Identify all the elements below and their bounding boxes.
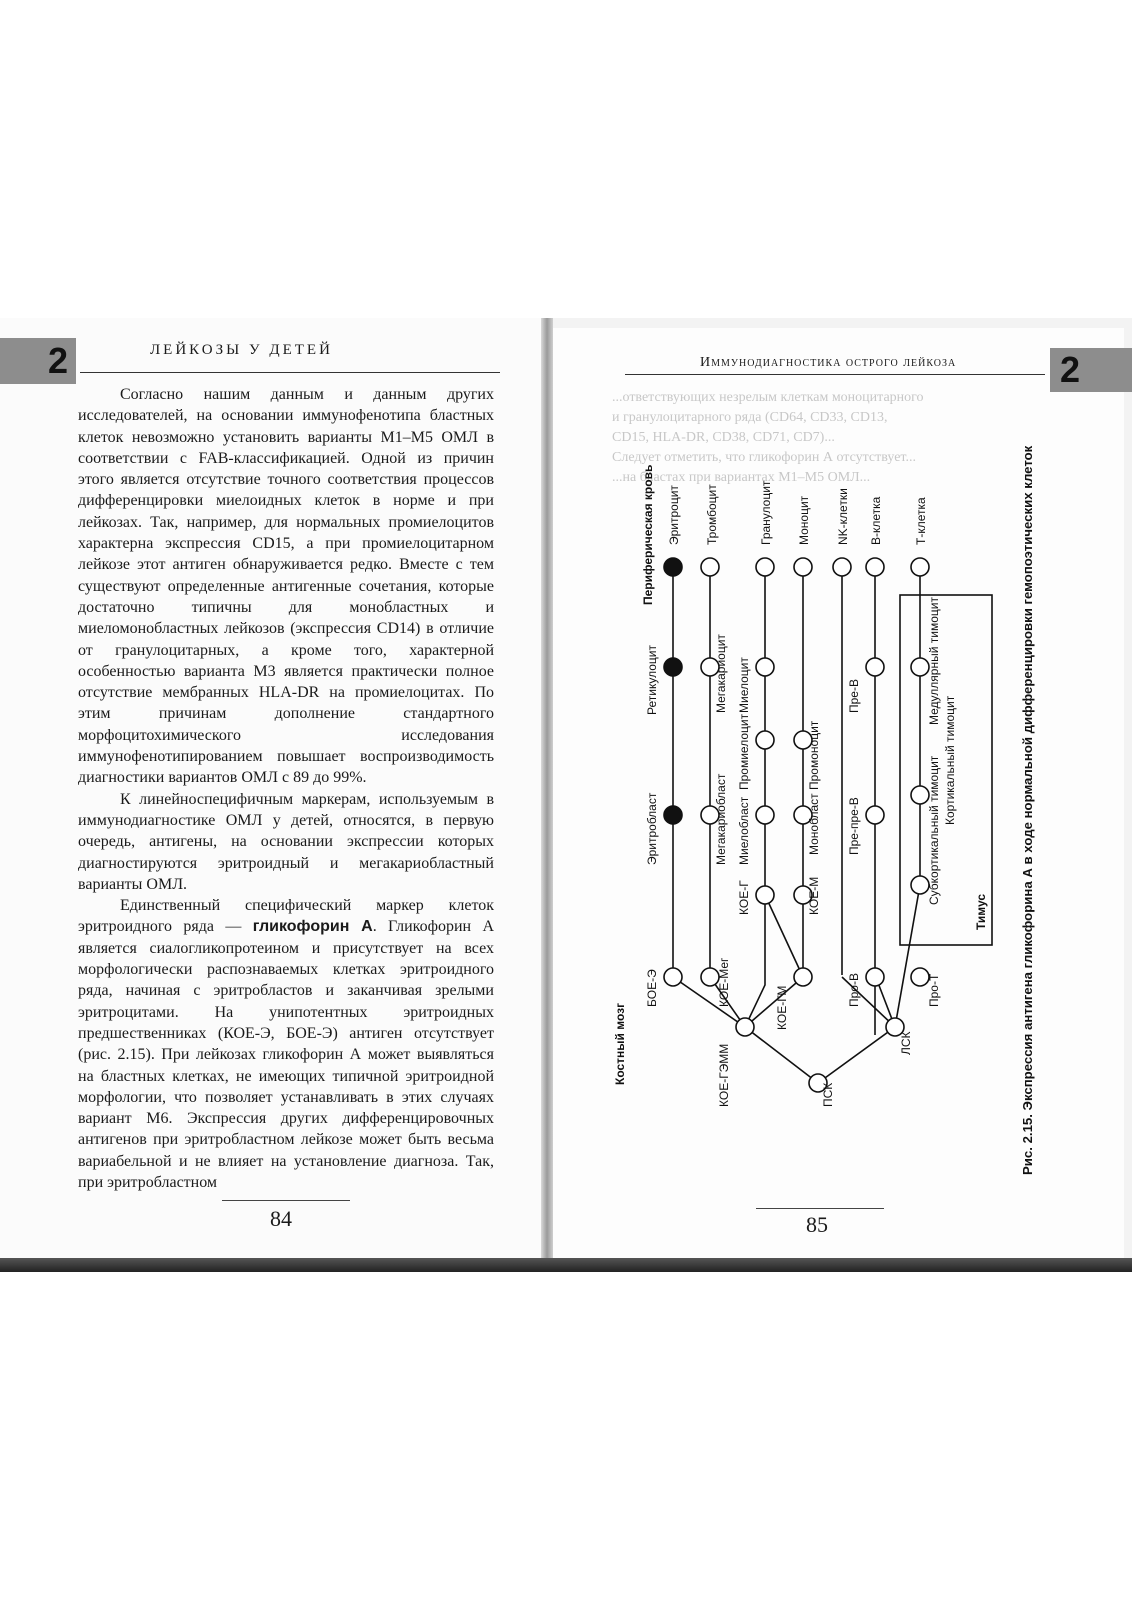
node-myelocyte — [756, 658, 774, 676]
label-promonocyte: Промоноцит — [807, 720, 821, 790]
node-boe-e — [664, 968, 682, 986]
label-myeloblast: Миелобласт — [737, 796, 751, 865]
node-pro-b — [866, 968, 884, 986]
label-psk: ПСК — [821, 1082, 835, 1107]
page-number-left: 84 — [270, 1206, 292, 1231]
label-reticulocyte: Ретикулоцит — [645, 645, 659, 715]
label-koe-gemm: КОЕ-ГЭММ — [717, 1043, 731, 1107]
chapter-tab-left: 2 — [0, 338, 76, 384]
running-head-right: Иммунодиагностика острого лейкоза — [700, 355, 957, 370]
label-cortical-thymocyte: Кортикальный тимоцит — [943, 695, 957, 825]
label-koe-gm: КОЕ-ГМ — [775, 985, 789, 1030]
node-erythroblast — [664, 806, 682, 824]
paragraph-1: Согласно нашим данным и данным других исследователей, на основании иммунофенотипа бластных клеток невозможно установить варианты М1–М5 ОМЛ в соответствии с FAB-классификацией. Одной из причин этого является отсутствие точного соответствия процессов дифференцировки миелоидных клеток в норме и при лейкозах. Так, например, для нормальных промиелоцитов характерна экспрессия CD15, а при промиелоцитарном лейкозе этот антиген обнаруживается редко. Вместе с тем существуют определенные антигенные сочетания, которые достаточно типичны для монобластных и миеломонобластных лейкозов (экспрессия CD14) в отличие от гранулоцитарных, а кроме того, характерной особенностью варианта М3 является практически полное отсутствие мембранных HLA-DR на промиелоцитах. По этим причинам дополнение стандартного морфоцитохимического исследования иммунофенотипированием повышает воспроизводимость диагностики вариантов ОМЛ с 89 до 99%. — [78, 386, 494, 787]
label-koe-g: КОЕ-Г — [737, 880, 751, 915]
page-number-rule-left — [222, 1200, 350, 1201]
node-pre-b — [866, 658, 884, 676]
node-erythrocyte — [664, 558, 682, 576]
node-reticulocyte — [664, 658, 682, 676]
label-monoblast: Монобласт — [807, 793, 821, 855]
label-subcortical-thymocyte: Субкортикальный тимоцит — [927, 755, 941, 905]
label-lsk: ЛСК — [899, 1031, 913, 1055]
label-peripheral-blood: Периферическая кровь — [641, 464, 655, 605]
header-rule-left — [80, 372, 500, 373]
book-bottom-edge — [0, 1258, 1132, 1272]
figure-caption: Рис. 2.15. Экспрессия антигена гликофорина А в ходе нормальной дифференцировки гемопоэтических клеток — [1020, 445, 1035, 1175]
node-koe-gemm — [736, 1018, 754, 1036]
label-pro-t: Про-Т — [927, 973, 941, 1007]
node-koe-gm — [794, 968, 812, 986]
label-thrombocyte: Тромбоцит — [705, 484, 719, 545]
label-b-cell: В-клетка — [869, 496, 883, 545]
header-rule-right — [625, 374, 1045, 375]
label-pro-b: Про-В — [847, 973, 861, 1007]
label-pre-pre-b: Пре-пре-В — [847, 797, 861, 855]
node-thrombocyte — [701, 558, 719, 576]
label-pre-b: Пре-В — [847, 679, 861, 713]
running-head-left: ЛЕЙКОЗЫ У ДЕТЕЙ — [150, 342, 333, 358]
page-number-rule-right — [756, 1208, 884, 1209]
node-nk-cells — [833, 558, 851, 576]
paragraph-3: Единственный специфический маркер клеток эритроидного ряда — гликофорин А. Гликофорин А является сиалогликопротеином и присутствует на всех морфологически распознаваемых клетках эритроидного ряда, начиная с эритробластов и заканчивая зрелыми эритроцитами. На унипотентных эритроидных предшественниках (КОЕ-Э, БОЕ-Э) антиген отсутствует (рис. 2.15). При лейкозах гликофорин А может выявляться на бластных клетках, не имеющих типичной эритроидной морфологии, что позволяет устанавливать в этих случаях вариант М6. Экспрессия других дифференцировочных антигенов при эритробластном лейкозе может быть весьма вариабельной и не влияет на установление диагноза. Так, при эритробластном — [78, 897, 494, 1191]
node-promyelocyte — [756, 731, 774, 749]
left-body-text — [78, 384, 494, 1193]
book-gutter — [541, 318, 553, 1270]
glycophorin-term: гликофорин А — [252, 918, 373, 936]
label-granulocyte: Гранулоцит — [759, 480, 773, 545]
label-koe-meg: КОЕ-Мег — [717, 957, 731, 1007]
figure-2-15-diagram — [600, 395, 1050, 1195]
label-myelocyte: Миелоцит — [737, 657, 751, 713]
label-erythrocyte: Эритроцит — [667, 485, 681, 545]
label-thymus: Тимус — [974, 893, 988, 930]
label-t-cell: Т-клетка — [914, 497, 928, 545]
node-pre-pre-b — [866, 806, 884, 824]
label-boe-e: БОЕ-Э — [645, 969, 659, 1007]
node-t-cell — [911, 558, 929, 576]
label-megakaryocyte: Мегакариоцит — [714, 634, 728, 713]
bleed-through-text: ...ответствующих незрелым клеткам моноцитарного и гранулоцитарного ряда (CD64, CD33, CD13, CD15, HLA-DR, CD38, CD71, CD7)... Следует отметить, что гликофорин А отсутствует... ...на бластах при вариантах М1–М5 ОМЛ... — [612, 390, 924, 485]
chapter-tab-right: 2 — [1050, 348, 1132, 392]
node-granulocyte — [756, 558, 774, 576]
node-myeloblast — [756, 806, 774, 824]
label-koe-m: КОЕ-М — [807, 876, 821, 915]
label-erythroblast: Эритробласт — [645, 792, 659, 865]
node-monocyte — [794, 558, 812, 576]
label-nk-cells: NK-клетки — [836, 488, 850, 545]
label-bone-marrow: Костный мозг — [613, 1002, 627, 1085]
paragraph-2: К линейноспецифичным маркерам, используемым в иммунодиагностике ОМЛ у детей, относятся, в первую очередь, антигены, на основании экспрессии которых диагностируются эритроидный и мегакариобластный варианты ОМЛ. — [78, 790, 494, 893]
node-b-cell — [866, 558, 884, 576]
label-monocyte: Моноцит — [797, 495, 811, 545]
label-promyelocyte: Промиелоцит — [737, 713, 751, 790]
node-koe-g — [756, 886, 774, 904]
label-megakaryoblast: Мегакариобласт — [714, 773, 728, 865]
label-medullary-thymocyte: Медуллярный тимоцит — [927, 597, 941, 725]
page-number-right: 85 — [806, 1212, 828, 1237]
